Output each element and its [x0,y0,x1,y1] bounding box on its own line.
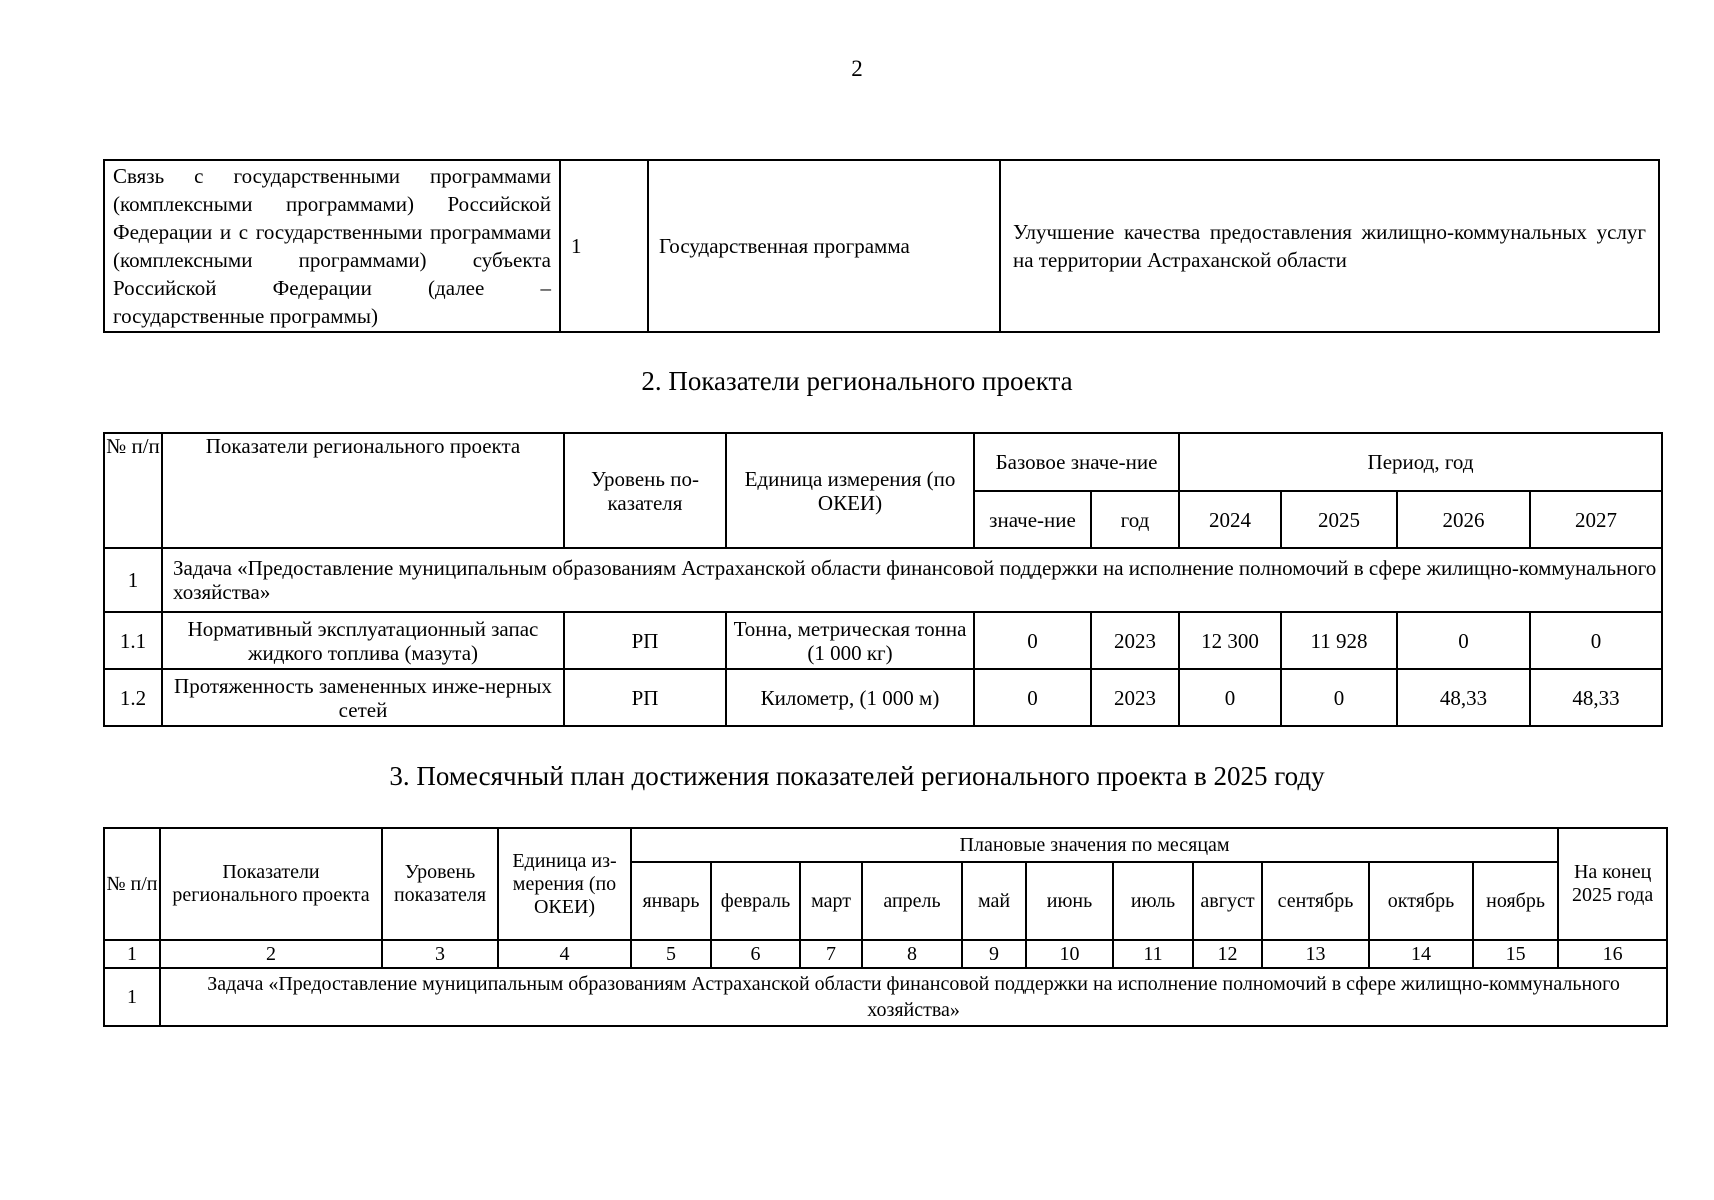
header-base-value: значе-ние [974,491,1091,548]
header-month: ноябрь [1473,862,1558,940]
row-base-value: 0 [974,669,1091,726]
column-number: 3 [382,940,498,968]
header-month: март [800,862,862,940]
column-number: 15 [1473,940,1558,968]
column-number: 12 [1193,940,1262,968]
row-value: 0 [1397,612,1530,669]
header-period: Период, год [1179,433,1662,491]
row-num: 1.1 [104,612,162,669]
header-year: 2027 [1530,491,1662,548]
header-year: 2025 [1281,491,1397,548]
section-2-title: 2. Показатели регионального проекта [641,366,1073,396]
task-row [104,968,1667,1026]
task-text: Задача «Предоставление муниципальным образованиям Астраханской области финансовой поддержки на исполнение полномочий в сфере жилищно-коммунального хозяйства» [160,968,1667,1026]
header-end: На конец 2025 года [1558,828,1667,940]
header-level: Уровень по-казателя [564,433,726,548]
column-number: 11 [1113,940,1193,968]
row-base-year: 2023 [1091,669,1179,726]
header-num: № п/п [104,433,162,548]
column-number: 1 [104,940,160,968]
table-row [104,669,1662,726]
header-month: сентябрь [1262,862,1369,940]
column-numbers-row [104,940,1667,968]
header-month: июнь [1026,862,1113,940]
row-value: 12 300 [1179,612,1281,669]
header-month: июль [1113,862,1193,940]
column-number: 9 [962,940,1026,968]
state-programs-table [103,159,1660,333]
row-indicator: Нормативный эксплуатационный запас жидкого топлива (мазута) [162,612,564,669]
header-level: Уровень показателя [382,828,498,940]
task-row [104,548,1662,612]
header-month: август [1193,862,1262,940]
row-level: РП [564,612,726,669]
column-number: 5 [631,940,711,968]
task-num: 1 [104,548,162,612]
row-indicator: Протяженность замененных инже-нерных сетей [162,669,564,726]
header-base-year: год [1091,491,1179,548]
header-unit: Единица из-мерения (по ОКЕИ) [498,828,631,940]
header-unit: Единица измерения (по ОКЕИ) [726,433,974,548]
row-base-value: 0 [974,612,1091,669]
column-number: 14 [1369,940,1473,968]
header-num: № п/п [104,828,160,940]
table-row [104,612,1662,669]
program-number: 1 [560,160,648,332]
header-row [104,433,1662,491]
header-indicator: Показатели регионального проекта [160,828,382,940]
column-number: 4 [498,940,631,968]
row-value: 48,33 [1397,669,1530,726]
column-number: 10 [1026,940,1113,968]
row-unit: Километр, (1 000 м) [726,669,974,726]
row-value: 0 [1530,612,1662,669]
header-month: октябрь [1369,862,1473,940]
header-monthly: Плановые значения по месяцам [631,828,1558,862]
program-name: Улучшение качества предоставления жилищно-коммунальных услуг на территории Астраханской области [1000,160,1659,332]
header-year: 2024 [1179,491,1281,548]
header-month: май [962,862,1026,940]
row-unit: Тонна, метрическая тонна (1 000 кг) [726,612,974,669]
column-number: 6 [711,940,800,968]
section-3-title: 3. Помесячный план достижения показателей регионального проекта в 2025 году [389,761,1325,791]
row-value: 48,33 [1530,669,1662,726]
column-number: 13 [1262,940,1369,968]
header-indicator: Показатели регионального проекта [162,433,564,548]
monthly-plan-table [103,827,1668,1027]
page-number: 2 [851,56,863,81]
task-text: Задача «Предоставление муниципальным образованиям Астраханской области финансовой поддержки на исполнение полномочий в сфере жилищно-коммунального хозяйства» [162,548,1662,612]
row-value: 11 928 [1281,612,1397,669]
row-value: 0 [1179,669,1281,726]
header-month: апрель [862,862,962,940]
header-month: февраль [711,862,800,940]
programs-link-label: Связь с государственными программами (комплексными программами) Российской Федерации и с государственными программами (комплексными программами) субъекта Российской Федерации (далее – государственные программы) [104,160,560,332]
column-number: 8 [862,940,962,968]
row-value: 0 [1281,669,1397,726]
table-row [104,160,1659,332]
task-num: 1 [104,968,160,1026]
header-year: 2026 [1397,491,1530,548]
column-number: 16 [1558,940,1667,968]
column-number: 2 [160,940,382,968]
row-level: РП [564,669,726,726]
row-base-year: 2023 [1091,612,1179,669]
header-month: январь [631,862,711,940]
row-num: 1.2 [104,669,162,726]
indicators-table [103,432,1663,727]
column-number: 7 [800,940,862,968]
program-type: Государственная программа [648,160,1000,332]
header-row [104,828,1667,862]
header-base: Базовое значе-ние [974,433,1179,491]
